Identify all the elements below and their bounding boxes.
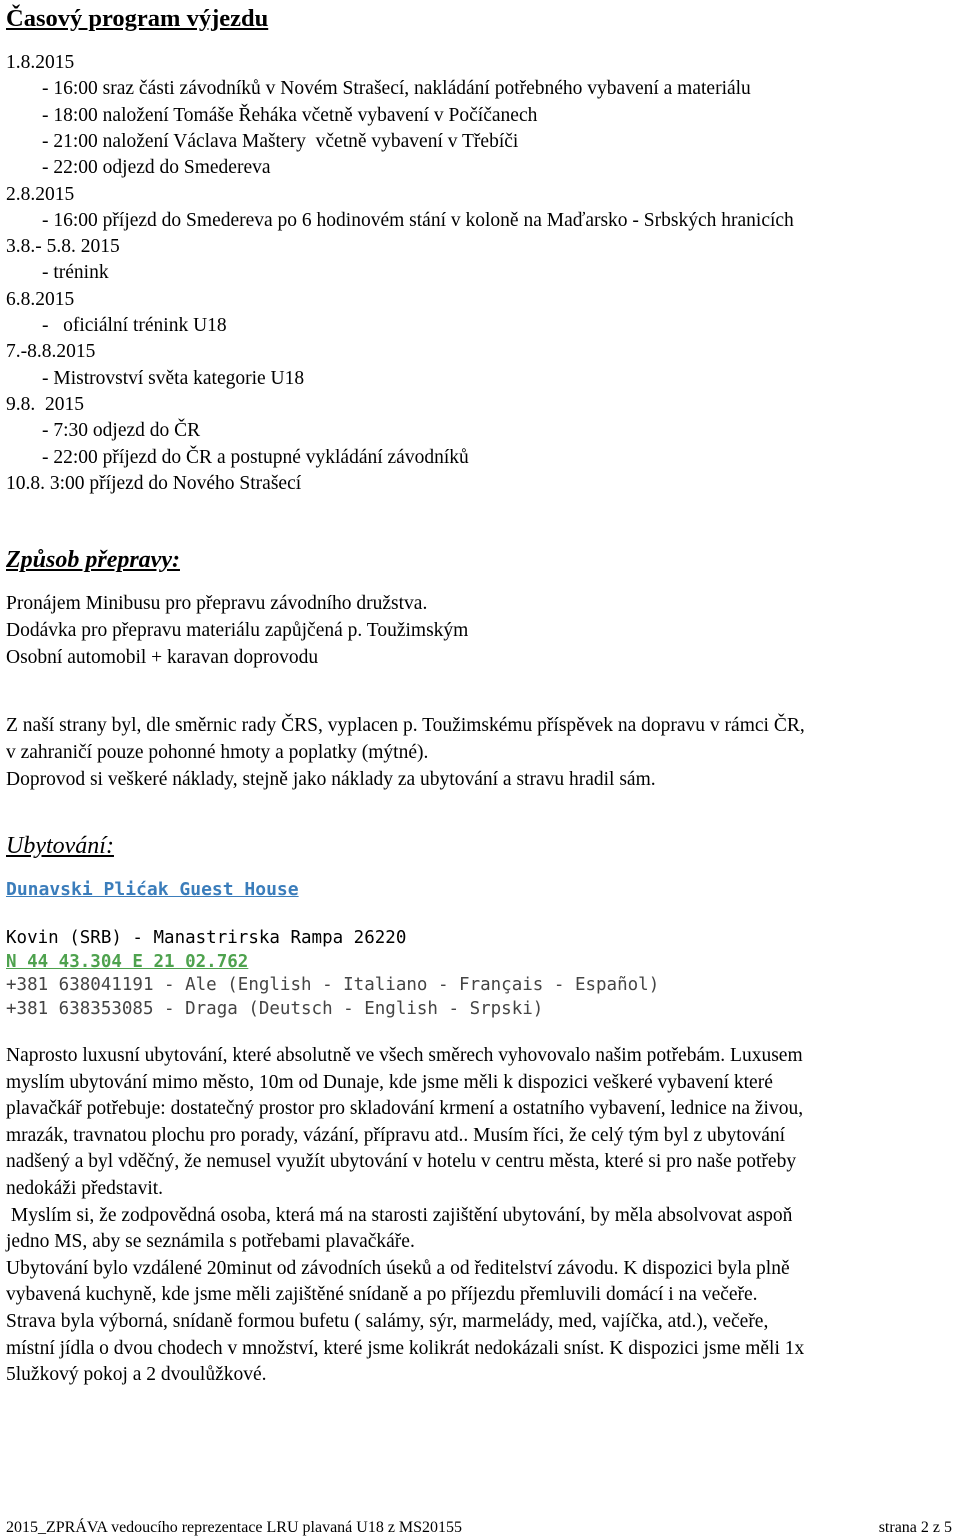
gps-link[interactable]: N 44 43.304 E 21 02.762 [6, 952, 249, 972]
transport-line: Pronájem Minibusu pro přepravu závodního družstva. [6, 593, 428, 614]
schedule-item: - oficiální trénink U18 [42, 315, 227, 336]
transport-heading: Způsob přepravy: [6, 547, 180, 573]
accommodation-paragraph-line: Strava byla výborná, snídaně formou bufetu ( salámy, sýr, marmelády, med, vajíčka, atd.), večeře, [6, 1311, 769, 1332]
hotel-link[interactable]: Dunavski Plićak Guest House [6, 879, 299, 900]
accommodation-paragraph-line: plavačkář potřebuje: dostatečný prostor pro skladování krmení a ostatního vybavení, lednice na živou, [6, 1098, 804, 1120]
schedule-item: - 18:00 naložení Tomáše Řeháka včetně vybavení v Počíčanech [42, 104, 538, 126]
schedule-item: - Mistrovství světa kategorie U18 [42, 367, 305, 389]
page-title: Časový program výjezdu [6, 5, 269, 32]
payment-line: Z naší strany byl, dle směrnic rady ČRS, vyplacen p. Toužimskému příspěvek na dopravu v rámci ČR, [6, 715, 805, 736]
accommodation-paragraph-line: vybavená kuchyně, kde jsme měli zajištěné snídaně a po příjezdu přemluvili domácí i na večeře. [6, 1284, 758, 1306]
schedule-item: - 16:00 příjezd do Smedereva po 6 hodinovém stání v koloně na Maďarsko - Srbských hranicích [42, 209, 794, 231]
schedule-item: - trénink [42, 262, 109, 284]
accommodation-paragraph-line: místní jídla o dvou chodech v množství, které jsme kolikrát nedokázali sníst. K dispozici jsme měli 1x [6, 1337, 805, 1359]
payment-line: v zahraničí pouze pohonné hmoty a poplatky (mýtné). [6, 742, 429, 763]
schedule-item: - 16:00 sraz části závodníků v Novém Strašecí, nakládání potřebného vybavení a materiálu [42, 78, 751, 100]
accommodation-paragraph-line: nadšený a byl vděčný, že nemusel využít ubytování v hotelu v centru města, které si pro naše potřeby [6, 1151, 797, 1173]
accommodation-paragraph-line: nedokáži představit. [6, 1178, 164, 1199]
phone-line: +381 638353085 - Draga (Deutsch - English - Srpski) [6, 999, 544, 1019]
phone-line: +381 638041191 - Ale (English - Italiano - Français - Español) [6, 975, 660, 995]
schedule-date: 10.8. 3:00 příjezd do Nového Strašecí [6, 472, 302, 494]
schedule-item: - 22:00 příjezd do ČR a postupné vykládání závodníků [42, 446, 469, 468]
hotel-address: Kovin (SRB) - Manastrirska Rampa 26220 [6, 928, 407, 948]
accommodation-paragraph-line: jedno MS, aby se seznámila s potřebami plavačkáře. [6, 1231, 415, 1253]
transport-line: Dodávka pro přepravu materiálu zapůjčená p. Toužimským [6, 620, 469, 641]
schedule-item: - 22:00 odjezd do Smedereva [42, 157, 271, 179]
schedule-date: 6.8.2015 [6, 288, 75, 310]
schedule-date: 3.8.- 5.8. 2015 [6, 236, 120, 258]
accommodation-heading: Ubytování: [6, 833, 114, 859]
accommodation-paragraph-line: Myslím si, že zodpovědná osoba, která má na starosti zajištění ubytování, by měla absolvovat aspoň [6, 1204, 793, 1226]
schedule-date: 9.8. 2015 [6, 393, 84, 415]
schedule-date: 2.8.2015 [6, 183, 75, 205]
accommodation-paragraph-line: Naprosto luxusní ubytování, které absolutně ve všech směrech vyhovovalo našim potřebám. Luxusem [6, 1045, 803, 1066]
transport-line: Osobní automobil + karavan doprovodu [6, 647, 319, 668]
accommodation-paragraph-line: Ubytování bylo vzdálené 20minut od závodních úseků a od ředitelství závodu. K dispozici byla plně [6, 1257, 790, 1279]
footer-page-number: strana 2 z 5 [878, 1519, 952, 1536]
schedule-date: 7.-8.8.2015 [6, 341, 96, 363]
accommodation-paragraph-line: myslím ubytování mimo město, 10m od Dunaje, kde jsme měli k dispozici veškeré vybavení které [6, 1071, 773, 1093]
payment-line: Doprovod si veškeré náklady, stejně jako náklady za ubytování a stravu hradil sám. [6, 769, 656, 790]
accommodation-paragraph-line: 5lužkový pokoj a 2 dvoulůžkové. [6, 1364, 267, 1386]
schedule-date: 1.8.2015 [6, 52, 75, 73]
footer-left: 2015_ZPRÁVA vedoucího reprezentace LRU plavaná U18 z MS20155 [6, 1519, 463, 1536]
accommodation-paragraph-line: mrazák, travnatou plochu pro porady, vázání, přípravu atd.. Musím říci, že celý tým byl z ubytování [6, 1124, 786, 1146]
schedule-item: - 21:00 naložení Václava Maštery včetně vybavení v Třebíči [42, 130, 519, 152]
schedule-item: - 7:30 odjezd do ČR [42, 420, 201, 442]
